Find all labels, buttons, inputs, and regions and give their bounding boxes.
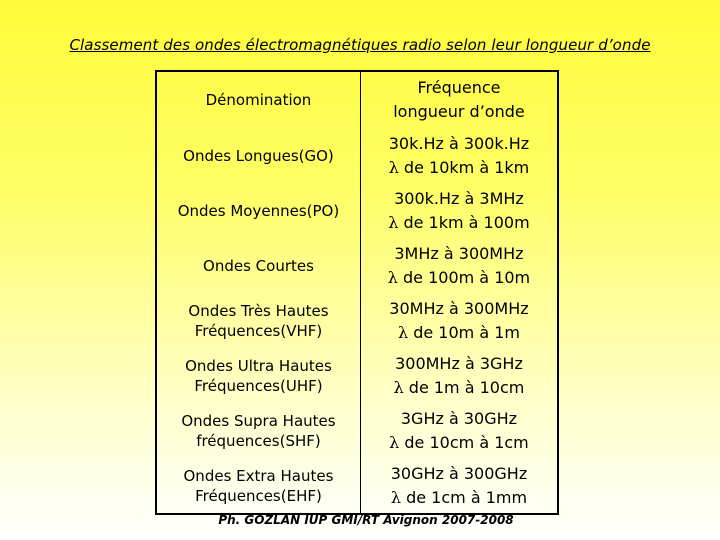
table-row <box>156 238 558 293</box>
frequency-range: 300MHz à 3GHz <box>395 353 523 373</box>
wave-classification-table <box>155 70 559 515</box>
wave-name-cell <box>156 458 360 514</box>
table-header-row <box>156 71 558 128</box>
frequency-cell <box>360 293 558 348</box>
wave-name-cell <box>156 128 360 183</box>
frequency-range: 300k.Hz à 3MHz <box>394 188 524 208</box>
header-frequency-label: Fréquence <box>417 78 501 97</box>
wave-name-cell <box>156 348 360 403</box>
wave-name: Ondes Ultra Hautes <box>185 356 332 375</box>
frequency-cell <box>360 348 558 403</box>
wave-name: Ondes Supra Hautes <box>181 411 336 430</box>
wave-name-line2: Fréquences(VHF) <box>194 321 323 340</box>
wavelength-text: de 10cm à 1cm <box>399 432 529 452</box>
wavelength-range <box>365 431 553 455</box>
page-title: Classement des ondes électromagnétiques radio selon leur longueur d’onde <box>69 36 651 54</box>
wavelength-range <box>365 376 553 400</box>
frequency-cell <box>360 128 558 183</box>
wave-name-line2: fréquences(SHF) <box>196 431 321 450</box>
wave-name-cell <box>156 403 360 458</box>
lambda-symbol: λ <box>387 267 398 287</box>
header-frequency-wavelength <box>360 71 558 128</box>
frequency-cell <box>360 238 558 293</box>
frequency-range: 30GHz à 300GHz <box>390 463 528 483</box>
frequency-range: 3MHz à 300MHz <box>394 243 524 263</box>
wavelength-range <box>365 211 553 235</box>
wave-name-cell <box>156 238 360 293</box>
wavelength-range <box>365 486 553 510</box>
lambda-symbol: λ <box>390 487 401 507</box>
frequency-range: 30MHz à 300MHz <box>389 298 529 318</box>
wave-name: Ondes Longues(GO) <box>183 146 334 165</box>
table-row <box>156 403 558 458</box>
wave-name-cell <box>156 183 360 238</box>
frequency-cell <box>360 458 558 514</box>
wavelength-range <box>365 321 553 345</box>
lambda-symbol: λ <box>388 157 399 177</box>
lambda-symbol: λ <box>389 432 400 452</box>
wavelength-text: de 1km à 100m <box>398 212 530 232</box>
wave-name-line2: Fréquences(UHF) <box>194 376 323 395</box>
frequency-cell <box>360 183 558 238</box>
wave-name-line2: Fréquences(EHF) <box>195 486 322 505</box>
lambda-symbol: λ <box>388 212 399 232</box>
header-denomination: Dénomination <box>156 71 360 128</box>
table-row <box>156 293 558 348</box>
wave-name: Ondes Courtes <box>203 256 314 275</box>
lambda-symbol: λ <box>393 377 404 397</box>
wavelength-text: de 100m à 10m <box>397 267 531 287</box>
wavelength-text: de 1m à 10cm <box>403 377 525 397</box>
wave-name-cell <box>156 293 360 348</box>
frequency-cell <box>360 403 558 458</box>
wavelength-range <box>365 156 553 180</box>
table-row <box>156 128 558 183</box>
wavelength-text: de 10m à 1m <box>408 322 520 342</box>
wavelength-text: de 1cm à 1mm <box>401 487 528 507</box>
footer-credit: Ph. GOZLAN IUP GMI/RT Avignon 2007-2008 <box>218 513 514 527</box>
frequency-range: 3GHz à 30GHz <box>400 408 518 428</box>
wavelength-text: de 10km à 1km <box>398 157 530 177</box>
table-body <box>156 128 558 514</box>
wavelength-range <box>365 266 553 290</box>
frequency-range: 30k.Hz à 300k.Hz <box>388 133 530 153</box>
wave-name: Ondes Extra Hautes <box>183 466 334 485</box>
table-row <box>156 458 558 514</box>
table-row <box>156 348 558 403</box>
table-row <box>156 183 558 238</box>
header-wavelength-label: longueur d’onde <box>393 102 525 121</box>
wave-name: Ondes Moyennes(PO) <box>177 201 340 220</box>
wave-name: Ondes Très Hautes <box>188 301 329 320</box>
lambda-symbol: λ <box>397 322 409 342</box>
